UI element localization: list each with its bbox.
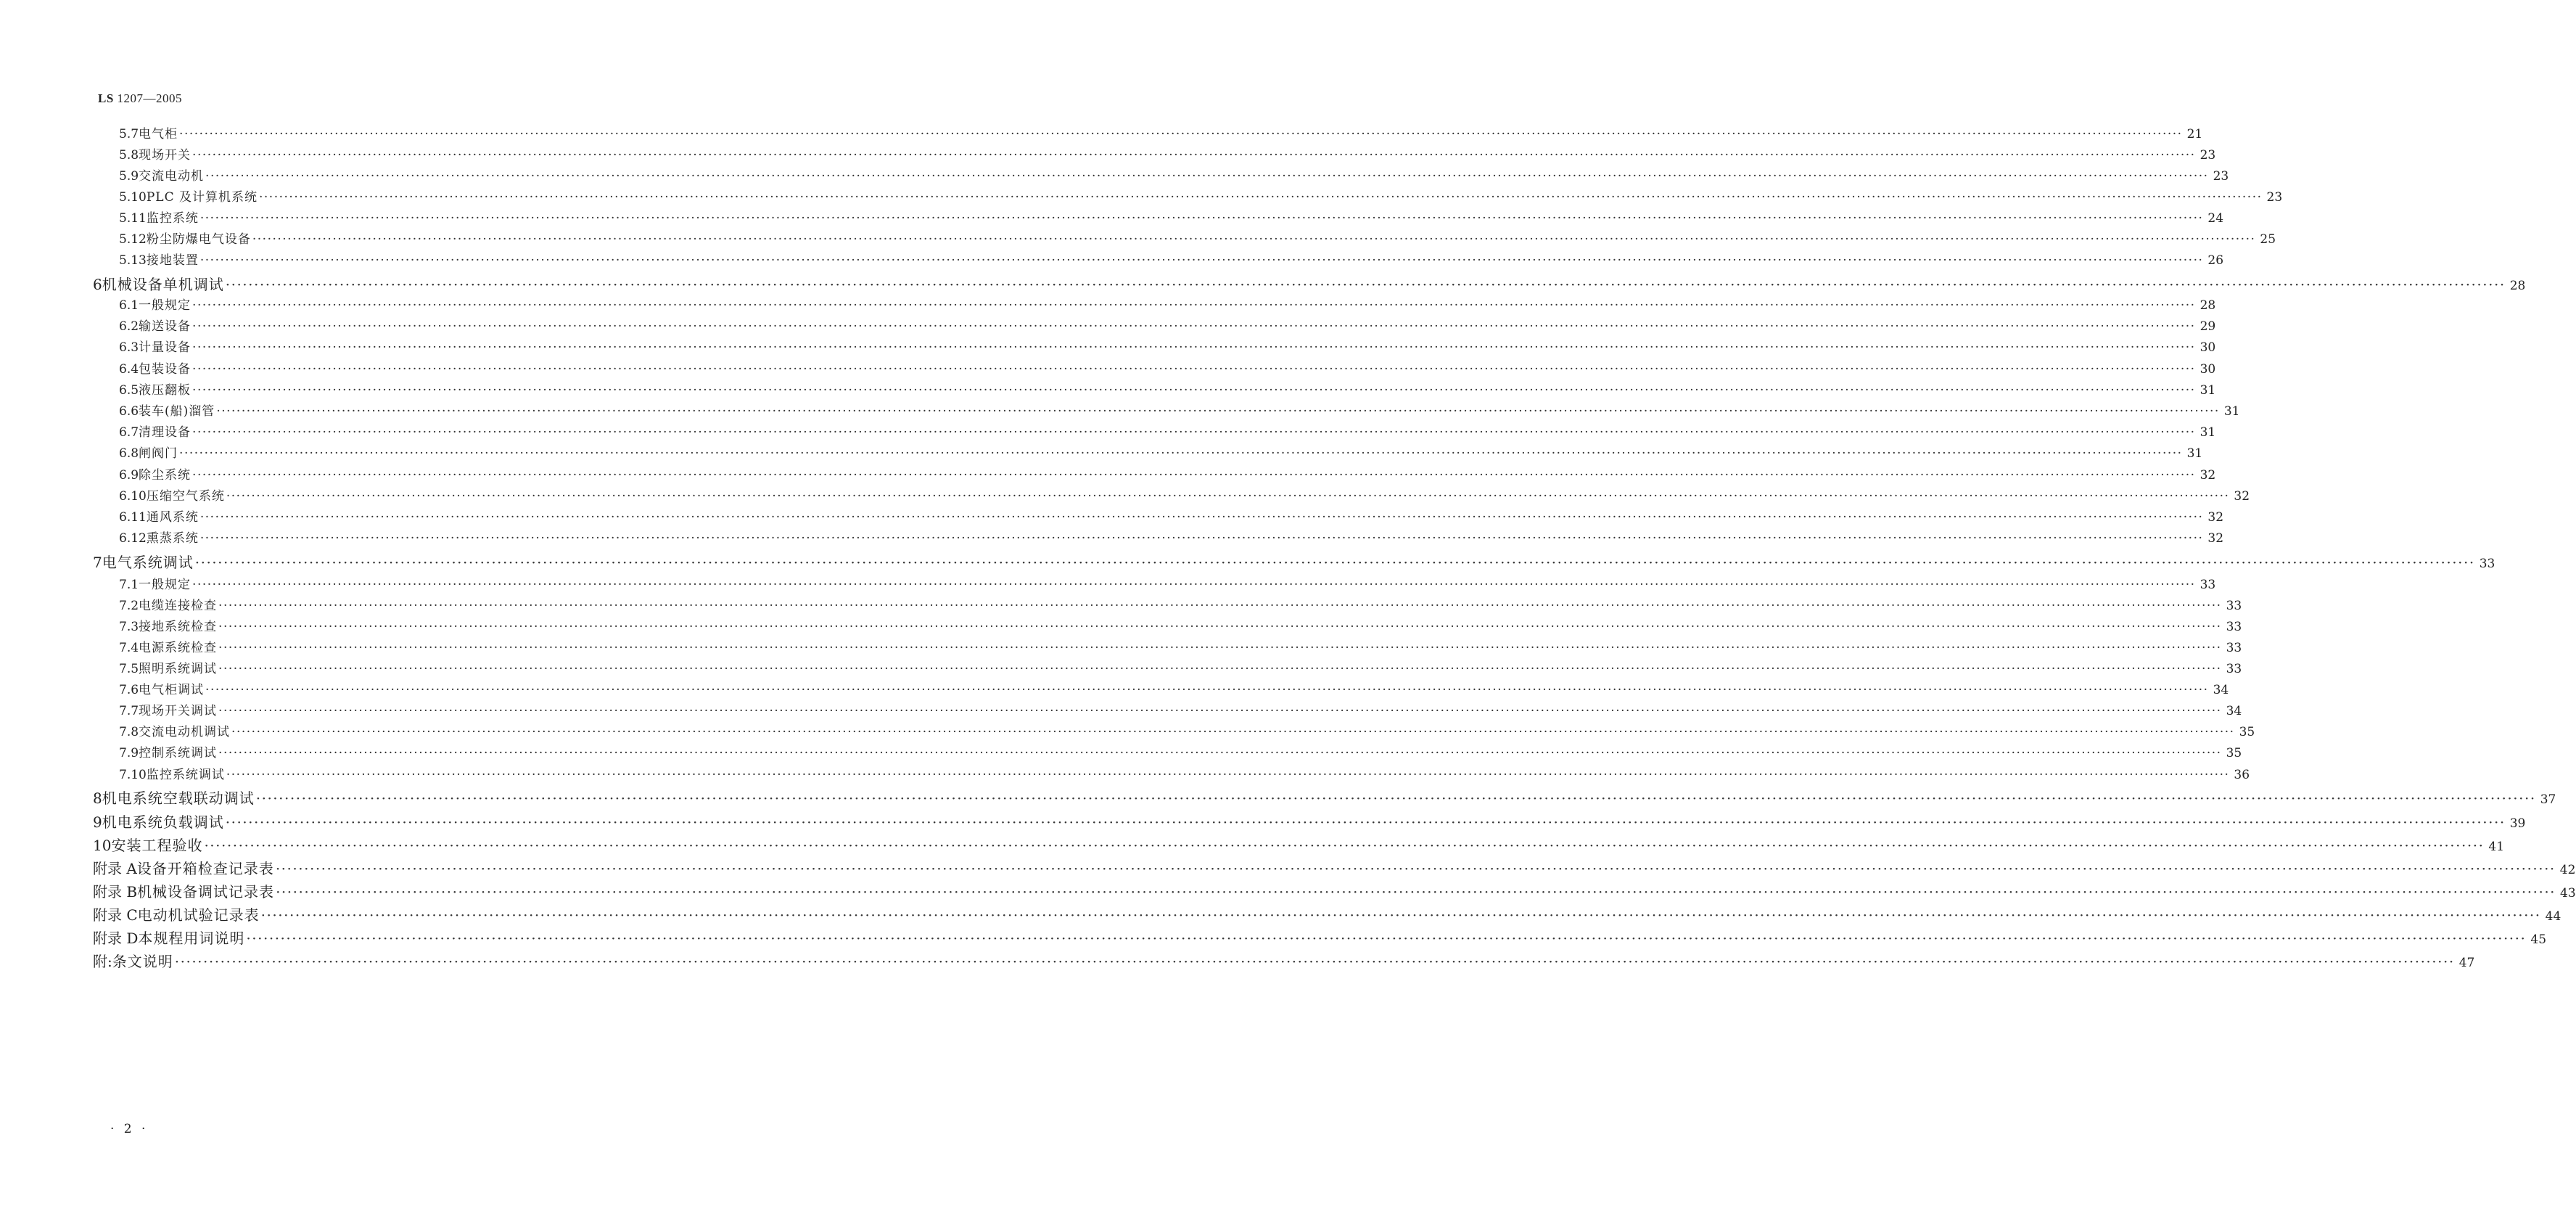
toc-entry-title: 电气柜调试 bbox=[139, 683, 205, 697]
toc-entry[interactable] bbox=[119, 250, 2224, 268]
toc-leader-dots: ················································································································································································································································································································································································································ bbox=[199, 531, 2204, 546]
toc-entry[interactable] bbox=[119, 658, 2242, 676]
toc-entry-page: 34 bbox=[2226, 704, 2242, 718]
toc-entry-title: 本规程用词说明 bbox=[138, 930, 245, 947]
toc-entry[interactable] bbox=[119, 574, 2216, 592]
toc-entry-page: 26 bbox=[2207, 253, 2224, 268]
toc-entry-title: 通风系统 bbox=[146, 510, 199, 525]
toc-entry-page: 44 bbox=[2545, 909, 2561, 924]
toc-leader-dots: ················································································································································································································································································································································································································ bbox=[192, 425, 2196, 440]
standard-code: LS bbox=[98, 91, 114, 105]
toc-leader-dots: ················································································································································································································································································································································································································ bbox=[192, 468, 2196, 483]
toc-entry[interactable] bbox=[93, 811, 2526, 832]
toc-leader-dots: ················································································································································································································································································································································································································ bbox=[218, 620, 2222, 634]
toc-entry[interactable] bbox=[119, 380, 2216, 398]
toc-entry[interactable] bbox=[119, 637, 2242, 655]
toc-entry-title: 电动机试验记录表 bbox=[137, 906, 260, 924]
toc-entry-number: 7.7 bbox=[119, 704, 139, 718]
toc-leader-dots: ················································································································································································································································································································································································································ bbox=[218, 599, 2222, 613]
toc-entry[interactable] bbox=[93, 927, 2547, 948]
toc-entry-number: 7 bbox=[93, 554, 102, 571]
toc-entry-page: 33 bbox=[2479, 557, 2495, 571]
toc-entry-page: 28 bbox=[2509, 279, 2526, 293]
toc-entry-page: 42 bbox=[2559, 863, 2576, 877]
toc-entry[interactable] bbox=[93, 950, 2475, 971]
toc-leader-dots: ················································································································································································································································································································································································································ bbox=[174, 953, 2455, 970]
toc-entry-page: 31 bbox=[2200, 383, 2216, 398]
toc-entry-title: 条文说明 bbox=[112, 953, 173, 970]
toc-entry[interactable] bbox=[93, 273, 2526, 294]
toc-leader-dots: ················································································································································································································································································································································································································ bbox=[199, 211, 2204, 226]
toc-entry-title: 监控系统调试 bbox=[146, 768, 225, 782]
toc-entry[interactable] bbox=[119, 764, 2250, 782]
toc-entry-number: 6.4 bbox=[119, 362, 139, 377]
toc-leader-dots: ················································································································································································································································································································································································································ bbox=[199, 510, 2204, 525]
toc-entry-page: 25 bbox=[2260, 232, 2276, 247]
toc-entry-title: 装车(船)溜管 bbox=[139, 404, 215, 419]
toc-entry-number: 附录 A bbox=[93, 860, 137, 877]
toc-entry[interactable] bbox=[119, 721, 2255, 739]
toc-entry-title: 一般规定 bbox=[139, 298, 192, 313]
toc-entry-title: 监控系统 bbox=[146, 211, 199, 226]
toc-entry[interactable] bbox=[119, 401, 2240, 419]
toc-leader-dots: ················································································································································································································································································································································································································ bbox=[218, 662, 2222, 676]
toc-entry-number: 7.9 bbox=[119, 746, 139, 760]
toc-entry-number: 10 bbox=[93, 837, 112, 854]
toc-entry-number: 6.2 bbox=[119, 319, 139, 334]
toc-entry[interactable] bbox=[119, 485, 2250, 504]
toc-entry-title: 机电系统空载联动调试 bbox=[102, 790, 255, 807]
toc-entry-number: 7.3 bbox=[119, 620, 139, 634]
toc-entry-title: 压缩空气系统 bbox=[146, 489, 225, 504]
toc-entry-page: 28 bbox=[2200, 298, 2216, 313]
toc-leader-dots: ················································································································································································································································································································································································································ bbox=[179, 446, 2183, 461]
toc-leader-dots: ················································································································································································································································································································································································································ bbox=[192, 383, 2196, 398]
toc-entry-number: 7.4 bbox=[119, 641, 139, 655]
toc-entry-number: 5.9 bbox=[119, 169, 139, 184]
toc-entry-number: 6.3 bbox=[119, 340, 139, 355]
toc-entry-number: 7.8 bbox=[119, 725, 139, 739]
toc-entry-number: 7.10 bbox=[119, 768, 147, 782]
toc-entry-page: 43 bbox=[2560, 886, 2576, 901]
toc-entry[interactable] bbox=[93, 857, 2576, 878]
toc-entry-title: 闸阀门 bbox=[139, 446, 178, 461]
toc-entry[interactable] bbox=[119, 700, 2242, 718]
toc-entry-number: 6.7 bbox=[119, 425, 139, 440]
toc-entry-page: 34 bbox=[2213, 683, 2229, 697]
toc-entry-title: 输送设备 bbox=[139, 319, 192, 334]
toc-entry-page: 45 bbox=[2530, 932, 2547, 947]
toc-entry-page: 39 bbox=[2509, 816, 2526, 831]
standard-number: 1207—2005 bbox=[117, 91, 183, 105]
toc-leader-dots: ················································································································································································································································································································································································································ bbox=[226, 489, 2230, 504]
toc-entry-title: 现场开关调试 bbox=[139, 704, 218, 718]
toc-entry-page: 36 bbox=[2234, 768, 2250, 782]
toc-entry-page: 24 bbox=[2207, 211, 2224, 226]
toc-entry-page: 23 bbox=[2213, 169, 2229, 184]
page-number: · 2 · bbox=[110, 1122, 149, 1136]
toc-entry-number: 5.12 bbox=[119, 232, 147, 247]
toc-entry-number: 5.13 bbox=[119, 253, 147, 268]
toc-leader-dots: ················································································································································································································································································································································································································ bbox=[218, 641, 2222, 655]
toc-entry-number: 7.1 bbox=[119, 578, 139, 592]
toc-entry[interactable] bbox=[93, 880, 2576, 901]
document-header bbox=[98, 91, 182, 106]
toc-entry-title: 设备开箱检查记录表 bbox=[136, 860, 274, 877]
toc-entry-page: 31 bbox=[2186, 446, 2203, 461]
toc-entry-title: 接地装置 bbox=[146, 253, 199, 268]
toc-entry[interactable] bbox=[119, 679, 2229, 697]
toc-leader-dots: ················································································································································································································································································································································································································ bbox=[252, 232, 2256, 247]
toc-entry-number: 5.8 bbox=[119, 148, 139, 163]
toc-leader-dots: ················································································································································································································································································································································································································ bbox=[255, 790, 2536, 807]
toc-entry-number: 6.12 bbox=[119, 531, 147, 546]
toc-entry-page: 33 bbox=[2226, 641, 2242, 655]
toc-entry-page: 32 bbox=[2234, 489, 2250, 504]
toc-entry-number: 6 bbox=[93, 276, 102, 293]
toc-entry-page: 31 bbox=[2223, 404, 2240, 419]
toc-leader-dots: ················································································································································································································································································································································································································ bbox=[192, 362, 2196, 377]
toc-entry-page: 47 bbox=[2458, 956, 2475, 970]
toc-entry-number: 7.5 bbox=[119, 662, 139, 676]
toc-entry-title: 电源系统检查 bbox=[139, 641, 218, 655]
toc-entry[interactable] bbox=[119, 165, 2229, 184]
toc-entry-page: 30 bbox=[2200, 362, 2216, 377]
toc-entry-number: 5.10 bbox=[119, 190, 147, 205]
toc-entry-title: 照明系统调试 bbox=[139, 662, 218, 676]
toc-entry[interactable] bbox=[119, 464, 2216, 483]
toc-leader-dots: ················································································································································································································································································································································································································ bbox=[231, 725, 2235, 739]
toc-entry-number: 6.10 bbox=[119, 489, 147, 504]
toc-entry[interactable] bbox=[119, 208, 2224, 226]
toc-entry-title: 现场开关 bbox=[139, 148, 192, 163]
toc-entry-page: 32 bbox=[2207, 510, 2224, 525]
toc-entry-page: 23 bbox=[2266, 190, 2283, 205]
toc-entry[interactable] bbox=[119, 358, 2216, 377]
toc-entry[interactable] bbox=[119, 229, 2276, 247]
toc-entry-number: 7.2 bbox=[119, 599, 139, 613]
toc-entry-title: 机械设备单机调试 bbox=[102, 276, 224, 293]
toc-entry[interactable] bbox=[93, 903, 2561, 924]
toc-entry[interactable] bbox=[93, 551, 2495, 572]
toc-entry-page: 41 bbox=[2488, 840, 2505, 854]
toc-entry-number: 6.11 bbox=[119, 510, 147, 525]
toc-entry-number: 附录 B bbox=[93, 883, 138, 901]
toc-entry-title: 控制系统调试 bbox=[139, 746, 218, 760]
toc-entry[interactable] bbox=[119, 422, 2216, 440]
toc-entry[interactable] bbox=[119, 123, 2203, 142]
toc-entry-title: 熏蒸系统 bbox=[146, 531, 199, 546]
toc-entry-page: 33 bbox=[2226, 662, 2242, 676]
toc-leader-dots: ················································································································································································································································································································································································································ bbox=[205, 169, 2209, 184]
toc-entry-number: 5.11 bbox=[119, 211, 147, 226]
toc-entry-number: 8 bbox=[93, 790, 102, 807]
toc-entry[interactable] bbox=[119, 528, 2224, 546]
toc-entry-page: 23 bbox=[2200, 148, 2216, 163]
toc-entry-page: 33 bbox=[2200, 578, 2216, 592]
toc-entry[interactable] bbox=[93, 787, 2556, 808]
toc-entry-number: 6.9 bbox=[119, 468, 139, 483]
toc-entry-number: 5.7 bbox=[119, 127, 139, 142]
toc-leader-dots: ················································································································································································································································································································································································································ bbox=[192, 298, 2196, 313]
toc-entry-number: 附录 C bbox=[93, 906, 138, 924]
toc-entry-page: 29 bbox=[2200, 319, 2216, 334]
toc-leader-dots: ················································································································································································································································································································································································································ bbox=[226, 768, 2230, 782]
toc-leader-dots: ················································································································································································································································································································································································································ bbox=[199, 253, 2204, 268]
toc-leader-dots: ················································································································································································································································································································································································································ bbox=[218, 704, 2222, 718]
toc-entry-page: 21 bbox=[2186, 127, 2203, 142]
toc-entry-title: 一般规定 bbox=[139, 578, 192, 592]
toc-entry-page: 31 bbox=[2200, 425, 2216, 440]
toc-entry-number: 7.6 bbox=[119, 683, 139, 697]
toc-leader-dots: ················································································································································································································································································································································································································ bbox=[259, 190, 2263, 205]
toc-entry-title: 除尘系统 bbox=[139, 468, 192, 483]
toc-entry-title: 液压翻板 bbox=[139, 383, 192, 398]
toc-entry-number: 附: bbox=[93, 953, 112, 970]
toc-entry-title: 交流电动机 bbox=[139, 169, 205, 184]
toc-entry-title: 粉尘防爆电气设备 bbox=[146, 232, 251, 247]
toc-leader-dots: ················································································································································································································································································································································································································ bbox=[225, 813, 2506, 831]
toc-entry-number: 6.6 bbox=[119, 404, 139, 419]
toc-leader-dots: ················································································································································································································································································································································································································ bbox=[204, 837, 2485, 854]
toc-entry-page: 32 bbox=[2207, 531, 2224, 546]
toc-entry-title: 电缆连接检查 bbox=[139, 599, 218, 613]
toc-leader-dots: ················································································································································································································································································································································································································ bbox=[192, 340, 2196, 355]
toc-leader-dots: ················································································································································································································································································································································································································ bbox=[276, 883, 2556, 901]
toc-entry[interactable] bbox=[119, 616, 2242, 634]
toc-entry-title: 接地系统检查 bbox=[139, 620, 218, 634]
toc-entry-page: 37 bbox=[2540, 792, 2556, 807]
toc-entry[interactable] bbox=[119, 186, 2283, 205]
toc-leader-dots: ················································································································································································································································································································································································································ bbox=[246, 930, 2527, 947]
toc-entry-title: 清理设备 bbox=[139, 425, 192, 440]
toc-leader-dots: ················································································································································································································································································································································································································ bbox=[192, 578, 2196, 592]
toc-entry-title: PLC 及计算机系统 bbox=[146, 190, 258, 205]
toc-leader-dots: ················································································································································································································································································································································································································ bbox=[179, 127, 2183, 142]
toc-leader-dots: ················································································································································································································································································································································································································ bbox=[192, 319, 2196, 334]
toc-entry-page: 33 bbox=[2226, 599, 2242, 613]
toc-entry-page: 35 bbox=[2239, 725, 2255, 739]
toc-entry-number: 附录 D bbox=[93, 930, 139, 947]
toc-entry-number: 9 bbox=[93, 813, 102, 831]
toc-entry[interactable] bbox=[119, 742, 2242, 760]
toc-leader-dots: ················································································································································································································································································································································································································ bbox=[275, 860, 2556, 877]
toc-leader-dots: ················································································································································································································································································································································································································ bbox=[225, 276, 2506, 293]
toc-entry[interactable] bbox=[119, 316, 2216, 334]
toc-entry[interactable] bbox=[93, 834, 2505, 855]
toc-entry[interactable] bbox=[119, 337, 2216, 355]
toc-entry[interactable] bbox=[119, 295, 2216, 313]
toc-entry[interactable] bbox=[119, 595, 2242, 613]
toc-leader-dots: ················································································································································································································································································································································································································ bbox=[216, 404, 2220, 419]
toc-entry-title: 交流电动机调试 bbox=[139, 725, 231, 739]
toc-entry-number: 6.5 bbox=[119, 383, 139, 398]
toc-entry-page: 35 bbox=[2226, 746, 2242, 760]
toc-entry-title: 安装工程验收 bbox=[111, 837, 203, 854]
toc-entry-title: 计量设备 bbox=[139, 340, 192, 355]
toc-entry[interactable] bbox=[119, 144, 2216, 163]
toc-entry-title: 电气柜 bbox=[139, 127, 178, 142]
toc-entry-title: 机电系统负载调试 bbox=[102, 813, 224, 831]
toc-entry-title: 包装设备 bbox=[139, 362, 192, 377]
toc-leader-dots: ················································································································································································································································································································································································································ bbox=[260, 906, 2541, 924]
toc-entry-page: 33 bbox=[2226, 620, 2242, 634]
toc-entry-title: 电气系统调试 bbox=[102, 554, 194, 571]
toc-entry-number: 6.1 bbox=[119, 298, 139, 313]
toc-entry-page: 32 bbox=[2200, 468, 2216, 483]
toc-leader-dots: ················································································································································································································································································································································································································ bbox=[205, 683, 2209, 697]
toc-leader-dots: ················································································································································································································································································································································································································ bbox=[218, 746, 2222, 760]
toc-entry-title: 机械设备调试记录表 bbox=[137, 883, 275, 901]
toc-entry-page: 30 bbox=[2200, 340, 2216, 355]
toc-leader-dots: ················································································································································································································································································································································································································ bbox=[192, 148, 2196, 163]
toc-entry-number: 6.8 bbox=[119, 446, 139, 461]
toc-leader-dots: ················································································································································································································································································································································································································ bbox=[194, 554, 2475, 571]
toc-entry[interactable] bbox=[119, 443, 2203, 461]
toc-entry[interactable] bbox=[119, 507, 2224, 525]
